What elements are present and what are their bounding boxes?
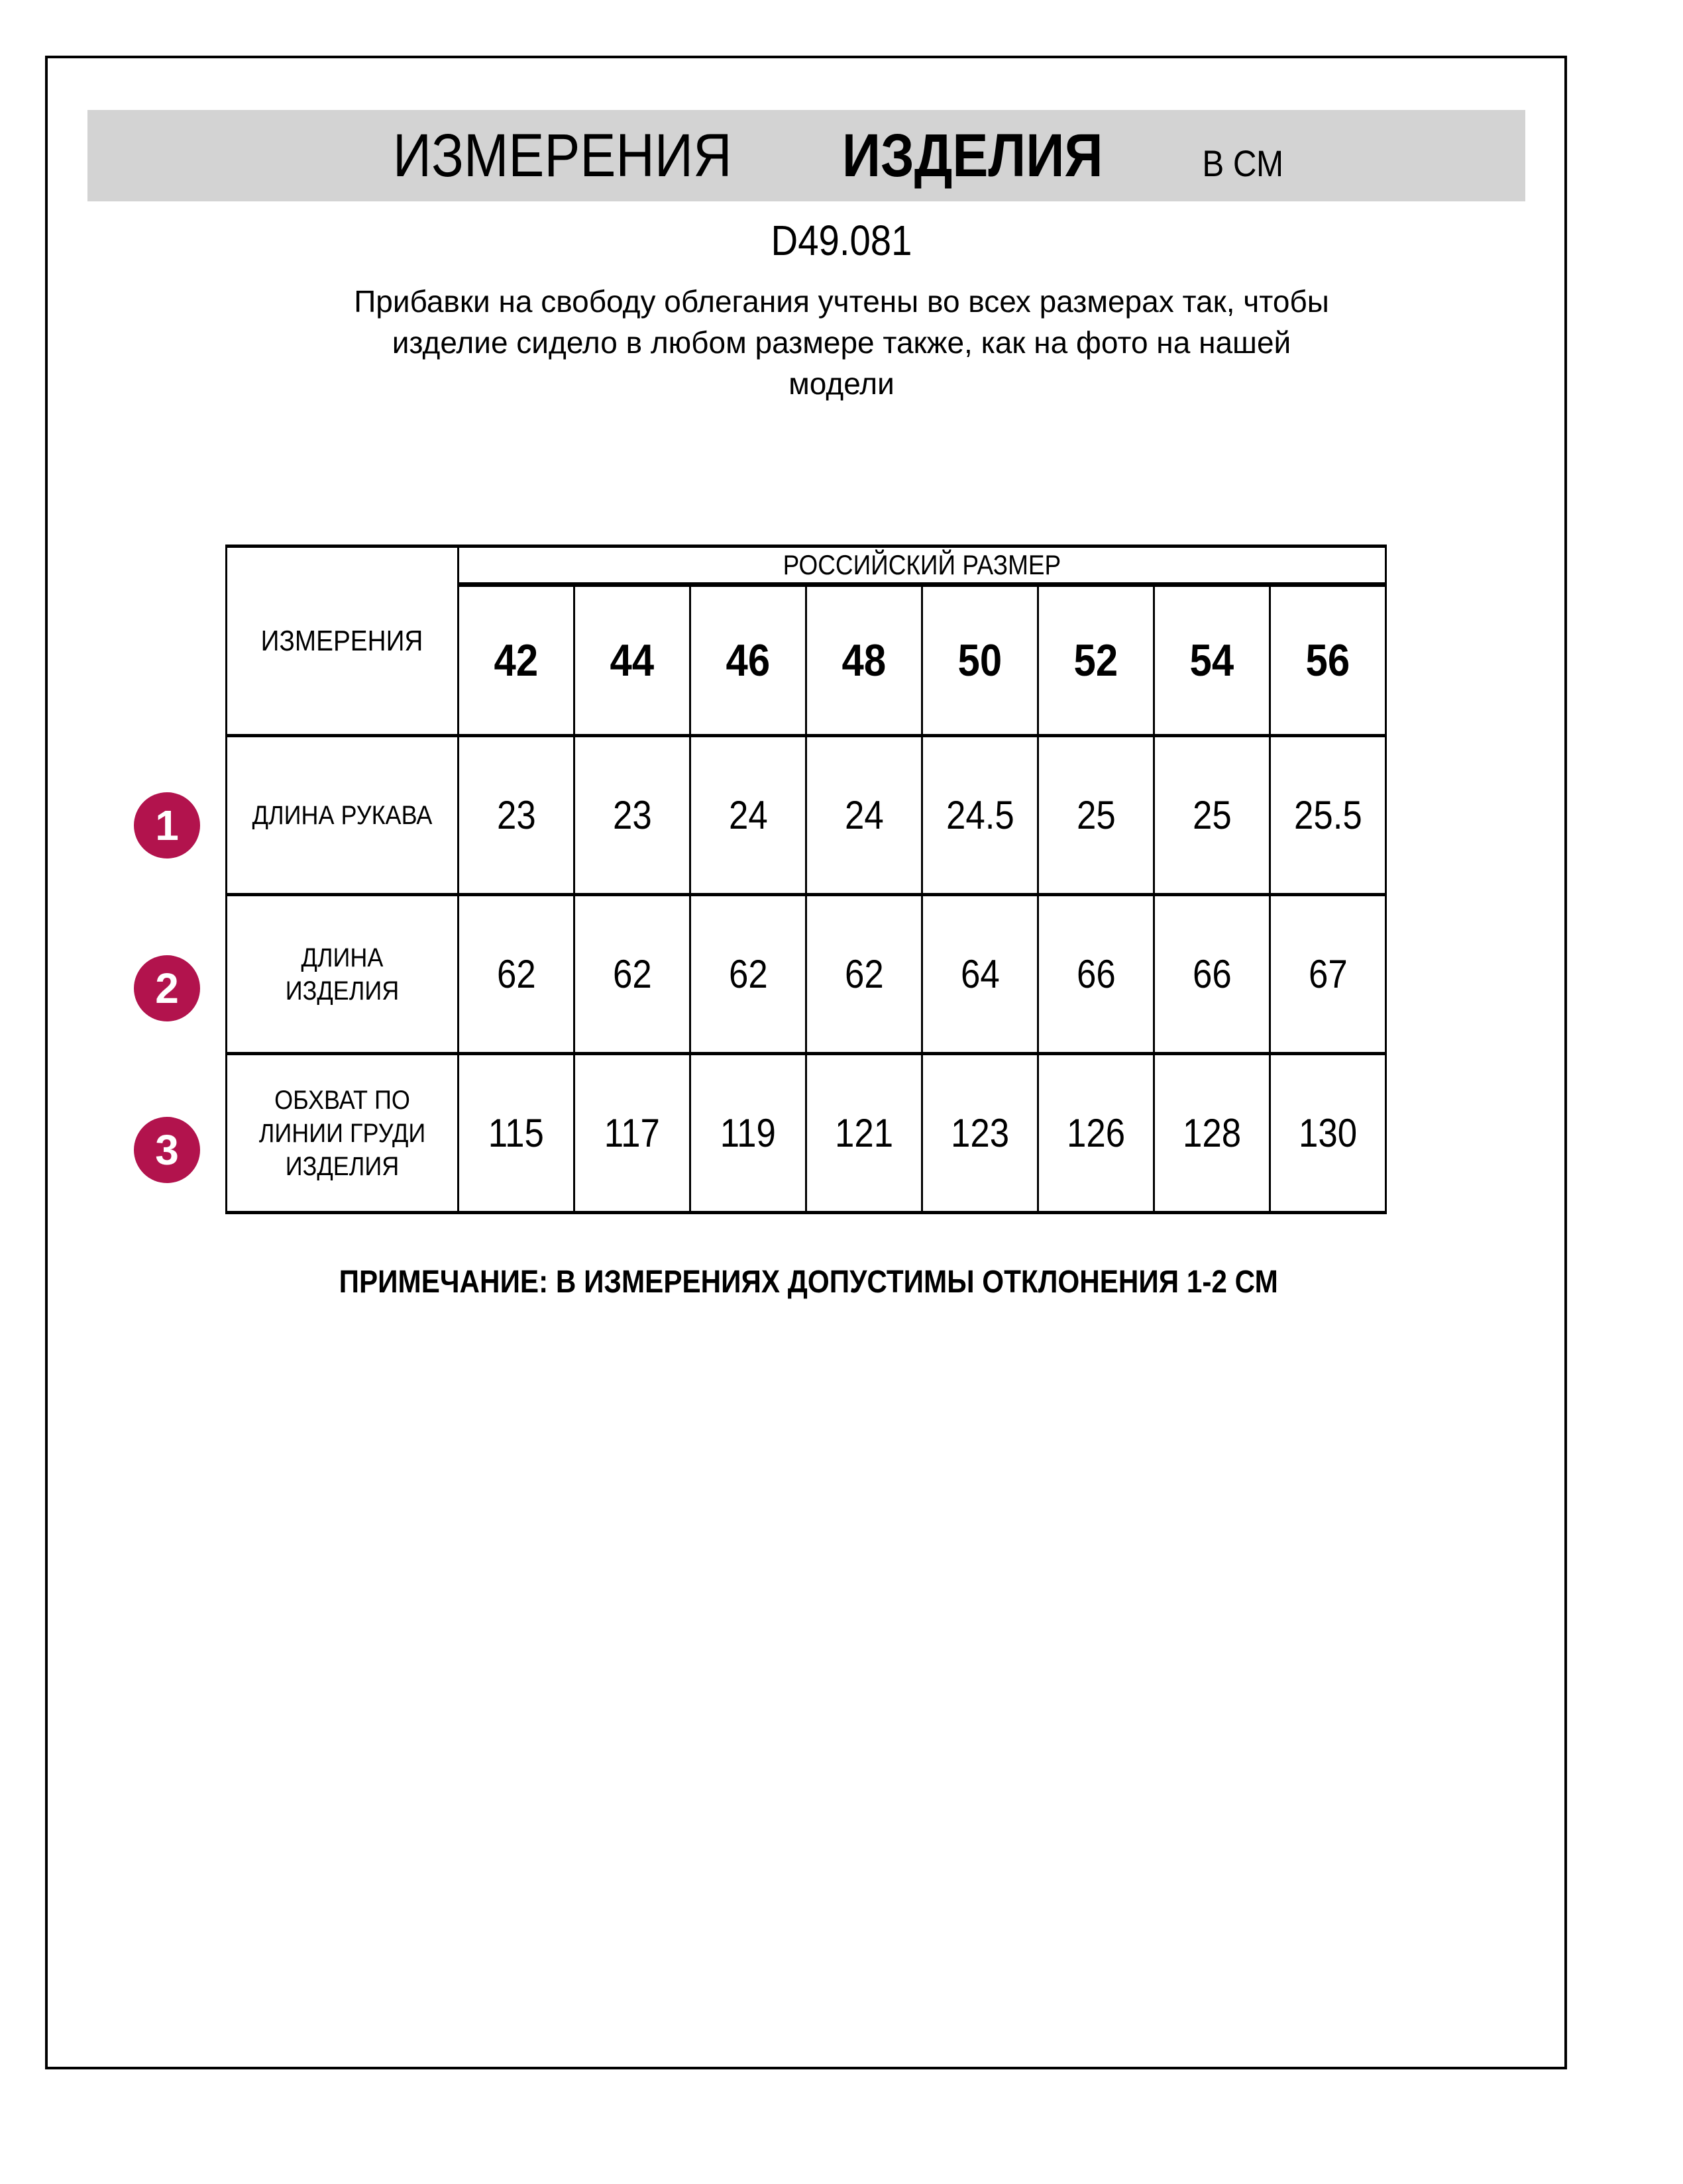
value-cell (1154, 1054, 1270, 1213)
value: 128 (1182, 1111, 1242, 1155)
value: 119 (720, 1111, 777, 1155)
size-header-label: 54 (1189, 635, 1234, 686)
size-header-label: 52 (1073, 635, 1118, 686)
value-cell (1038, 895, 1154, 1054)
value: 67 (1308, 952, 1348, 996)
value-cell (1154, 736, 1270, 895)
value-cell (1270, 736, 1386, 895)
value-cell (574, 736, 690, 895)
value: 24.5 (946, 793, 1014, 837)
description-line-1: Прибавки на свободу облегания учтены во всех размерах так, чтобы (354, 284, 1329, 319)
value: 62 (496, 952, 536, 996)
row-label-chest-girth (227, 1054, 459, 1213)
row-label-line: ИЗДЕЛИЯ (285, 1151, 400, 1181)
value: 64 (960, 952, 1000, 996)
note-wrap (225, 1264, 1391, 1300)
value-cell (690, 895, 806, 1054)
product-description (0, 281, 1683, 404)
value: 25 (1192, 793, 1232, 837)
value-cell (459, 1054, 574, 1213)
value-cell (574, 895, 690, 1054)
row-label-line: ОБХВАТ ПО (274, 1085, 410, 1115)
row-label-sleeve-length (227, 736, 459, 895)
row-label-item-length (227, 895, 459, 1054)
value-cell (690, 1054, 806, 1213)
value-cell (1270, 1054, 1386, 1213)
value: 117 (604, 1111, 661, 1155)
size-header-label: 50 (957, 635, 1003, 686)
row-label-line: ЛИНИИ ГРУДИ (258, 1118, 426, 1148)
size-header-cell (690, 585, 806, 736)
product-code-wrap (0, 216, 1683, 265)
size-header-label: 56 (1305, 635, 1350, 686)
value: 62 (844, 952, 884, 996)
header-title-bold: ИЗДЕЛИЯ (842, 122, 1103, 189)
size-table (225, 545, 1387, 1214)
value-cell (922, 895, 1038, 1054)
value-cell (922, 736, 1038, 895)
row-badge-2: 2 (134, 955, 200, 1021)
size-header-label: 44 (610, 635, 655, 686)
value-cell (1154, 895, 1270, 1054)
note-text: ПРИМЕЧАНИЕ: В ИЗМЕРЕНИЯХ ДОПУСТИМЫ ОТКЛОНЕНИЯ 1-2 СМ (339, 1265, 1278, 1300)
value: 62 (728, 952, 768, 996)
value: 25.5 (1293, 793, 1362, 837)
size-header-label: 42 (494, 635, 539, 686)
value: 66 (1192, 952, 1232, 996)
value: 24 (728, 793, 768, 837)
row-badge-1: 1 (134, 792, 200, 858)
size-header-label: 48 (842, 635, 887, 686)
size-header-cell (574, 585, 690, 736)
value-cell (1038, 736, 1154, 895)
value-cell (1270, 895, 1386, 1054)
value: 23 (496, 793, 536, 837)
size-header-cell (1154, 585, 1270, 736)
product-code: D49.081 (771, 217, 912, 264)
header-title-regular: ИЗМЕРЕНИЯ (393, 122, 732, 189)
row-label-line: ИЗДЕЛИЯ (285, 976, 400, 1006)
row-label-line: ДЛИНА РУКАВА (252, 800, 433, 830)
description-line-2: изделие сидело в любом размере также, как на фото на нашей (392, 325, 1291, 360)
russian-size-header-label: РОССИЙСКИЙ РАЗМЕР (783, 549, 1061, 580)
value-cell (922, 1054, 1038, 1213)
measurement-row-chest-girth (227, 1054, 1386, 1213)
value-cell (806, 895, 922, 1054)
header-unit-label: В СМ (1202, 142, 1284, 184)
value: 62 (612, 952, 652, 996)
value-cell (690, 736, 806, 895)
value-cell (459, 895, 574, 1054)
measurement-row-sleeve-length (227, 736, 1386, 895)
header-bar (87, 110, 1525, 201)
size-header-cell (1038, 585, 1154, 736)
value: 25 (1076, 793, 1116, 837)
value-cell (1038, 1054, 1154, 1213)
russian-size-header-cell (459, 546, 1386, 585)
value-cell (574, 1054, 690, 1213)
value: 23 (612, 793, 652, 837)
description-line-3: модели (788, 366, 895, 401)
value: 126 (1066, 1111, 1126, 1155)
value: 66 (1076, 952, 1116, 996)
group-header-row (227, 546, 1386, 585)
value-cell (806, 1054, 922, 1213)
value: 121 (834, 1111, 894, 1155)
value-cell (459, 736, 574, 895)
size-header-cell (806, 585, 922, 736)
measurements-corner-cell (227, 546, 459, 736)
value: 123 (950, 1111, 1010, 1155)
size-header-cell (922, 585, 1038, 736)
row-badge-3: 3 (134, 1117, 200, 1183)
row-label-line: ДЛИНА (301, 943, 384, 972)
value: 130 (1298, 1111, 1358, 1155)
size-header-cell (1270, 585, 1386, 736)
value: 115 (488, 1111, 545, 1155)
measurement-row-item-length (227, 895, 1386, 1054)
size-header-cell (459, 585, 574, 736)
value-cell (806, 736, 922, 895)
size-header-label: 46 (726, 635, 771, 686)
measurements-corner-label: ИЗМЕРЕНИЯ (261, 624, 423, 657)
value: 24 (844, 793, 884, 837)
